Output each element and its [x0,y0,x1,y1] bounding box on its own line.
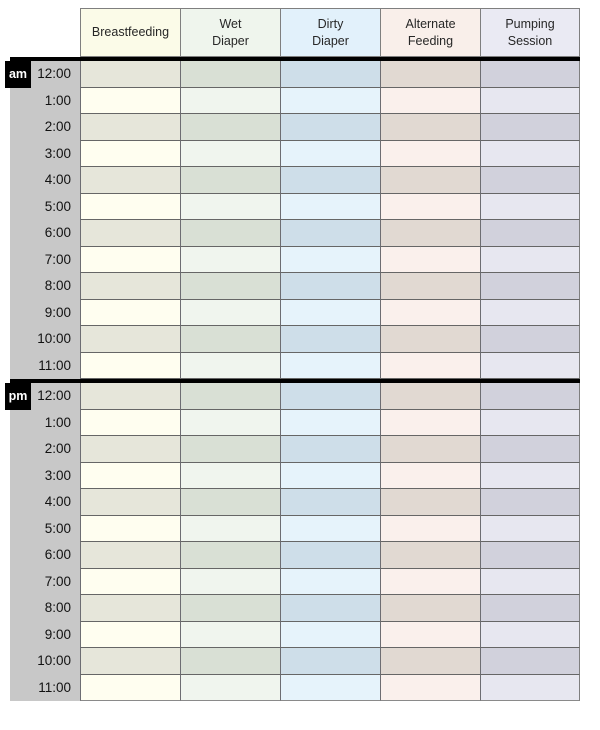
table-row [10,463,580,490]
table-row [10,167,580,194]
log-cell [280,622,380,649]
table-row [10,141,580,168]
log-cell [480,61,580,88]
time-label: 5:00 [10,516,80,543]
table-row [10,273,580,300]
log-cell [280,489,380,516]
log-cell [180,489,280,516]
log-cell [180,61,280,88]
log-cell [280,595,380,622]
log-cell [280,648,380,675]
log-cell [380,326,480,353]
log-cell [480,675,580,702]
table-row [10,61,580,88]
log-cell [380,569,480,596]
log-cell [180,353,280,380]
log-cell [280,516,380,543]
log-cell [180,516,280,543]
log-cell [480,569,580,596]
log-cell [380,141,480,168]
log-cell [480,273,580,300]
log-cell [380,595,480,622]
log-cell [280,88,380,115]
log-cell [480,595,580,622]
log-cell [480,436,580,463]
log-cell [380,648,480,675]
log-cell [80,300,180,327]
time-label: 7:00 [10,247,80,274]
header-spacer [10,8,80,57]
log-cell [380,167,480,194]
log-cell [280,326,380,353]
column-header-dirty-diaper: Dirty Diaper [280,8,380,57]
log-cell [80,516,180,543]
log-cell [480,410,580,437]
log-cell [480,489,580,516]
log-cell [480,463,580,490]
log-cell [80,410,180,437]
log-cell [380,516,480,543]
time-label: 10:00 [10,326,80,353]
log-cell [480,141,580,168]
table-row [10,410,580,437]
log-cell [480,622,580,649]
log-cell [280,383,380,410]
table-row [10,436,580,463]
log-cell [380,220,480,247]
table-row [10,194,580,221]
log-cell [80,436,180,463]
log-cell [480,167,580,194]
log-cell [480,383,580,410]
table-row [10,595,580,622]
log-cell [180,88,280,115]
log-cell [180,167,280,194]
log-cell [80,88,180,115]
table-row [10,569,580,596]
time-label: 5:00 [10,194,80,221]
time-label: 9:00 [10,300,80,327]
log-cell [80,61,180,88]
table-row [10,326,580,353]
log-cell [80,463,180,490]
log-cell [180,595,280,622]
time-label: 4:00 [10,167,80,194]
log-cell [480,648,580,675]
time-label: 8:00 [10,273,80,300]
log-cell [180,436,280,463]
log-cell [80,194,180,221]
column-header-alternate-feeding: Alternate Feeding [380,8,480,57]
log-cell [380,61,480,88]
log-cell [280,300,380,327]
table-row [10,489,580,516]
table-row [10,675,580,702]
log-cell [280,114,380,141]
log-cell [180,410,280,437]
log-cell [280,220,380,247]
log-cell [180,141,280,168]
table-row [10,542,580,569]
table-row [10,220,580,247]
log-cell [380,194,480,221]
time-label: 7:00 [10,569,80,596]
log-cell [80,114,180,141]
log-cell [180,675,280,702]
table-row [10,516,580,543]
time-label: 11:00 [10,675,80,702]
log-cell [480,247,580,274]
log-cell [180,542,280,569]
log-cell [380,300,480,327]
time-label: 11:00 [10,353,80,380]
time-label: 8:00 [10,595,80,622]
pm-badge: pm [5,383,31,410]
log-cell [480,194,580,221]
log-cell [380,353,480,380]
log-cell [280,463,380,490]
log-cell [380,410,480,437]
log-cell [80,326,180,353]
log-cell [80,167,180,194]
am-badge: am [5,61,31,88]
column-header-pumping-session: Pumping Session [480,8,580,57]
log-cell [280,167,380,194]
table-row [10,383,580,410]
log-cell [480,542,580,569]
time-label: 6:00 [10,220,80,247]
table-row [10,247,580,274]
log-cell [380,247,480,274]
log-cell [380,542,480,569]
log-cell [280,569,380,596]
table-row [10,622,580,649]
column-header-wet-diaper: Wet Diaper [180,8,280,57]
log-cell [180,273,280,300]
log-cell [280,353,380,380]
time-label: am 12:00 [10,61,80,88]
log-cell [380,273,480,300]
log-cell [180,114,280,141]
log-cell [380,622,480,649]
log-cell [280,436,380,463]
log-cell [480,353,580,380]
log-cell [280,141,380,168]
log-cell [180,648,280,675]
table-row [10,353,580,380]
table-row [10,648,580,675]
table-row [10,114,580,141]
time-label: 10:00 [10,648,80,675]
time-label: 6:00 [10,542,80,569]
log-cell [180,194,280,221]
log-cell [180,622,280,649]
log-cell [380,489,480,516]
log-cell [380,383,480,410]
log-cell [280,194,380,221]
log-cell [80,675,180,702]
time-label: 3:00 [10,463,80,490]
log-cell [480,220,580,247]
time-label: 1:00 [10,410,80,437]
log-cell [180,463,280,490]
table-row [10,88,580,115]
log-cell [380,88,480,115]
log-cell [80,383,180,410]
time-label: 9:00 [10,622,80,649]
log-cell [180,220,280,247]
log-cell [480,114,580,141]
time-label: 1:00 [10,88,80,115]
log-cell [180,326,280,353]
time-label: 3:00 [10,141,80,168]
baby-log-table [10,8,580,701]
time-label: 4:00 [10,489,80,516]
log-cell [180,247,280,274]
log-cell [280,542,380,569]
log-cell [180,300,280,327]
log-cell [280,247,380,274]
section-pm [10,383,580,701]
log-cell [80,542,180,569]
log-cell [480,88,580,115]
log-cell [280,410,380,437]
log-cell [80,648,180,675]
log-cell [80,595,180,622]
log-cell [80,247,180,274]
log-cell [80,569,180,596]
section-am [10,61,580,379]
time-label: pm 12:00 [10,383,80,410]
table-row [10,300,580,327]
table-header-row [10,8,580,57]
log-cell [380,114,480,141]
log-cell [80,141,180,168]
log-cell [280,675,380,702]
log-cell [280,273,380,300]
log-cell [180,569,280,596]
log-cell [380,463,480,490]
log-cell [80,273,180,300]
log-cell [80,622,180,649]
log-cell [180,383,280,410]
column-header-breastfeeding: Breastfeeding [80,8,180,57]
log-cell [480,300,580,327]
log-cell [80,353,180,380]
log-cell [380,436,480,463]
log-cell [280,61,380,88]
log-cell [80,220,180,247]
log-cell [480,516,580,543]
log-cell [80,489,180,516]
log-cell [480,326,580,353]
time-label: 2:00 [10,436,80,463]
time-label: 2:00 [10,114,80,141]
log-cell [380,675,480,702]
